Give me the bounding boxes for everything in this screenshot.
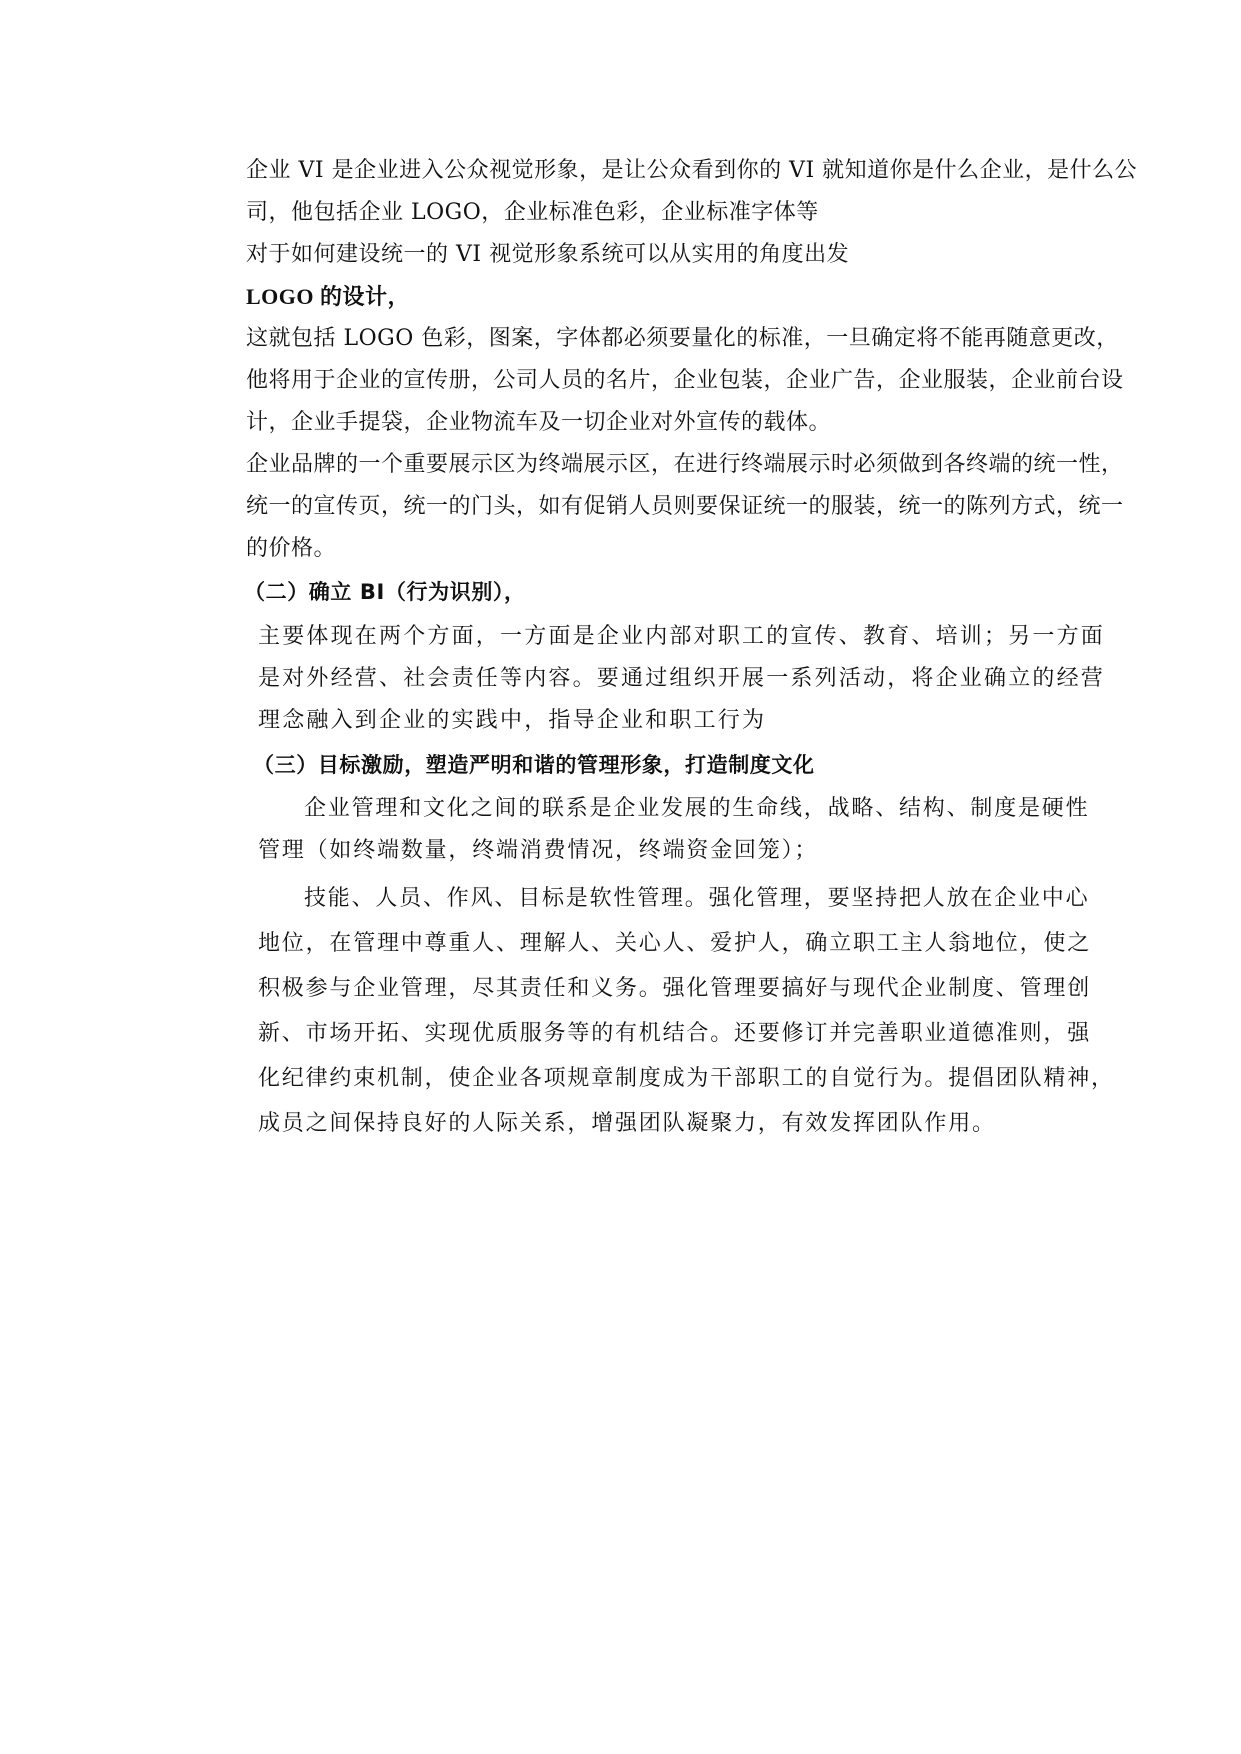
paragraph-bi-line-1: 主要体现在两个方面，一方面是企业内部对职工的宣传、教育、培训；另一方面 xyxy=(258,624,1106,649)
heading-bi: （二）确立 BI（行为识别）， xyxy=(244,580,526,604)
paragraph-bi-line-2: 是对外经营、社会责任等内容。要通过组织开展一系列活动，将企业确立的经营 xyxy=(258,666,1106,691)
paragraph-vi-line-2: 司，他包括企业 LOGO，企业标准色彩，企业标准字体等 xyxy=(246,200,819,225)
paragraph-management-line-1: 企业管理和文化之间的联系是企业发展的生命线，战略、结构、制度是硬性 xyxy=(304,796,1090,821)
heading-goal-incentive: （三）目标激励，塑造严明和谐的管理形象，打造制度文化 xyxy=(253,753,815,777)
paragraph-terminal-line-2: 统一的宣传页，统一的门头，如有促销人员则要保证统一的服装，统一的陈列方式，统一 xyxy=(246,494,1124,519)
paragraph-soft-management-line-3: 积极参与企业管理，尽其责任和义务。强化管理要搞好与现代企业制度、管理创 xyxy=(258,976,1092,1001)
paragraph-vi-system: 对于如何建设统一的 VI 视觉形象系统可以从实用的角度出发 xyxy=(246,242,850,267)
paragraph-management-line-2: 管理（如终端数量，终端消费情况，终端资金回笼）； xyxy=(258,838,819,863)
paragraph-terminal-line-3: 的价格。 xyxy=(246,536,337,561)
paragraph-logo-line-2: 他将用于企业的宣传册，公司人员的名片，企业包装，企业广告，企业服装，企业前台设 xyxy=(246,368,1124,393)
paragraph-soft-management-line-2: 地位，在管理中尊重人、理解人、关心人、爱护人，确立职工主人翁地位，使之 xyxy=(258,931,1092,956)
paragraph-soft-management-line-4: 新、市场开拓、实现优质服务等的有机结合。还要修订并完善职业道德准则，强 xyxy=(258,1021,1092,1046)
paragraph-vi-line-1: 企业 VI 是企业进入公众视觉形象，是让公众看到你的 VI 就知道你是什么企业，是什么公 xyxy=(246,158,1138,183)
paragraph-soft-management-line-1: 技能、人员、作风、目标是软性管理。强化管理，要坚持把人放在企业中心 xyxy=(304,886,1090,911)
paragraph-logo-line-1: 这就包括 LOGO 色彩，图案，字体都必须要量化的标准，一旦确定将不能再随意更改， xyxy=(246,326,1119,351)
paragraph-bi-line-3: 理念融入到企业的实践中，指导企业和职工行为 xyxy=(258,708,767,733)
paragraph-soft-management-line-5: 化纪律约束机制，使企业各项规章制度成为干部职工的自觉行为。提倡团队精神， xyxy=(258,1066,1115,1091)
paragraph-soft-management-line-6: 成员之间保持良好的人际关系，增强团队凝聚力，有效发挥团队作用。 xyxy=(258,1111,996,1136)
heading-logo-design: LOGO 的设计， xyxy=(246,284,411,309)
paragraph-logo-line-3: 计，企业手提袋，企业物流车及一切企业对外宣传的载体。 xyxy=(246,410,832,435)
paragraph-terminal-line-1: 企业品牌的一个重要展示区为终端展示区，在进行终端展示时必须做到各终端的统一性， xyxy=(246,452,1124,477)
